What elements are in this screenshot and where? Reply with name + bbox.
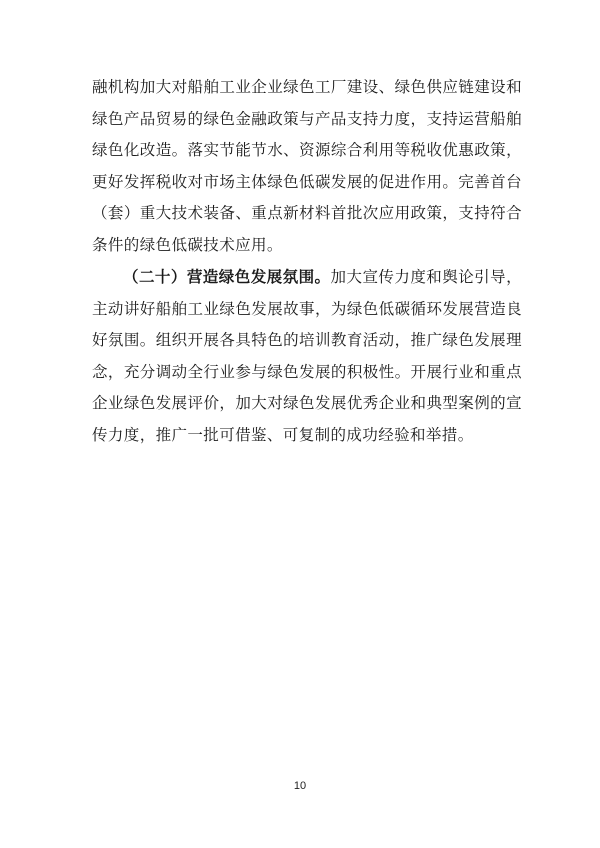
- page-number: 10: [293, 780, 307, 792]
- paragraph-green-finance-policy: 融机构加大对船舶工业企业绿色工厂建设、绿色供应链建设和绿色产品贸易的绿色金融政策与产品支持力度，支持运营船舶绿色化改造。落实节能节水、资源综合利用等税收优惠政策，更好发挥税收对市场主体绿色低碳发展的促进作用。完善首台（套）重大技术装备、重点新材料首批次应用政策，支持符合条件的绿色低碳技术应用。: [92, 78, 522, 254]
- section-heading-twenty: （二十）营造绿色发展氛围。: [123, 267, 331, 286]
- paragraph-green-development-atmosphere: [92, 261, 522, 451]
- section-body-twenty: 加大宣传力度和舆论引导，主动讲好船舶工业绿色发展故事，为绿色低碳循环发展营造良好氛围。组织开展各具特色的培训教育活动，推广绿色发展理念，充分调动全行业参与绿色发展的积极性。开展行业和重点企业绿色发展评价，加大对绿色发展优秀企业和典型案例的宣传力度，推广一批可借鉴、可复制的成功经验和举措。: [92, 268, 522, 444]
- document-body: [92, 72, 522, 451]
